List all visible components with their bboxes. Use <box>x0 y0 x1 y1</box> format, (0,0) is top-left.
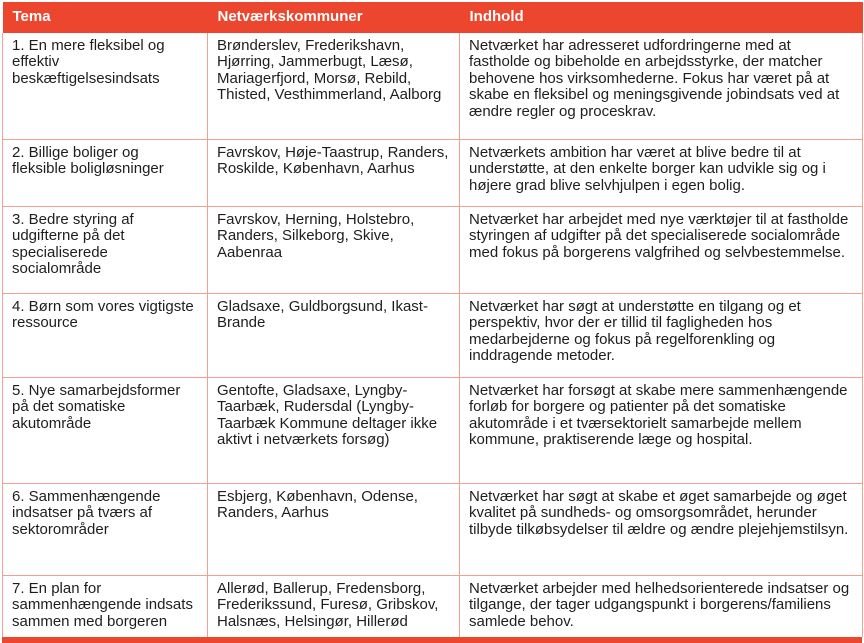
indhold-cell: Netværket har adresseret udfordringerne med at fastholde og bibeholde en arbejdsstyrke, der matcher behovene hos virksomhederne. Fokus har været på at skabe en fleksibel og meningsgivende jobindsats ved at ændre regler og proceskrav. <box>460 33 863 140</box>
tema-cell: 7. En plan for sammenhængende indsats sammen med borgeren <box>3 576 208 638</box>
indhold-cell: Netværket har forsøgt at skabe mere sammenhængende forløb for borgere og patienter på det somatiske akutområde i et tværsektorielt samarbejde mellem kommune, praktiserende læge og hospital. <box>460 378 863 484</box>
table-row <box>3 33 863 140</box>
header-indhold: Indhold <box>460 2 863 33</box>
indhold-cell: Netværkets ambition har været at blive bedre til at understøtte, at den enkelte borger kan udvikle sig og i højere grad blive selvhjulpen i egen bolig. <box>460 140 863 207</box>
tema-cell: 2. Billige boliger og fleksible boligløsninger <box>3 140 208 207</box>
kommuner-cell: Brønderslev, Frederikshavn, Hjørring, Jammerbugt, Læsø, Mariagerfjord, Morsø, Rebild, Thisted, Vesthimmerland, Aalborg <box>208 33 460 140</box>
tema-cell: 3. Bedre styring af udgifterne på det specialiserede socialområde <box>3 207 208 294</box>
tema-cell: 1. En mere fleksibel og effektiv beskæftigelsesindsats <box>3 33 208 140</box>
table-row <box>3 484 863 576</box>
network-themes-document <box>2 2 862 643</box>
header-tema: Tema <box>3 2 208 33</box>
header-netvaerkskommuner: Netværkskommuner <box>208 2 460 33</box>
kommuner-cell: Esbjerg, København, Odense, Randers, Aarhus <box>208 484 460 576</box>
kommuner-cell: Favrskov, Herning, Holstebro, Randers, Silkeborg, Skive, Aabenraa <box>208 207 460 294</box>
indhold-cell: Netværket har søgt at skabe et øget samarbejde og øget kvalitet på sundheds- og omsorgsområdet, herunder tilbyde tilkøbsydelser til ældre og ændre plejehjemstilsyn. <box>460 484 863 576</box>
table-header-row <box>3 2 863 33</box>
kommuner-cell: Favrskov, Høje-Taastrup, Randers, Roskilde, København, Aarhus <box>208 140 460 207</box>
network-themes-table <box>2 2 863 637</box>
table-row <box>3 207 863 294</box>
kommuner-cell: Gladsaxe, Guldborgsund, Ikast-Brande <box>208 294 460 378</box>
kommuner-cell: Allerød, Ballerup, Fredensborg, Frederikssund, Furesø, Gribskov, Halsnæs, Helsingør, Hillerød <box>208 576 460 638</box>
indhold-cell: Netværket har arbejdet med nye værktøjer til at fastholde styringen af udgifter på det specialiserede socialområde med fokus på borgerens valgfrihed og selvbestemmelse. <box>460 207 863 294</box>
tema-cell: 4. Børn som vores vigtigste ressource <box>3 294 208 378</box>
table-row <box>3 576 863 638</box>
kommuner-cell: Gentofte, Gladsaxe, Lyngby-Taarbæk, Rudersdal (Lyngby-Taarbæk Kommune deltager ikke aktivt i netværkets forsøg) <box>208 378 460 484</box>
indhold-cell: Netværket arbejder med helhedsorienterede indsatser og tilgange, der tager udgangspunkt i borgerens/familiens samlede behov. <box>460 576 863 638</box>
indhold-cell: Netværket har søgt at understøtte en tilgang og et perspektiv, hvor der er tillid til fagligheden hos medarbejderne og fokus på regelforenkling og inddragende metoder. <box>460 294 863 378</box>
table-row <box>3 378 863 484</box>
tema-cell: 5. Nye samarbejdsformer på det somatiske akutområde <box>3 378 208 484</box>
table-row <box>3 294 863 378</box>
tema-cell: 6. Sammenhængende indsatser på tværs af sektorområder <box>3 484 208 576</box>
table-row <box>3 140 863 207</box>
